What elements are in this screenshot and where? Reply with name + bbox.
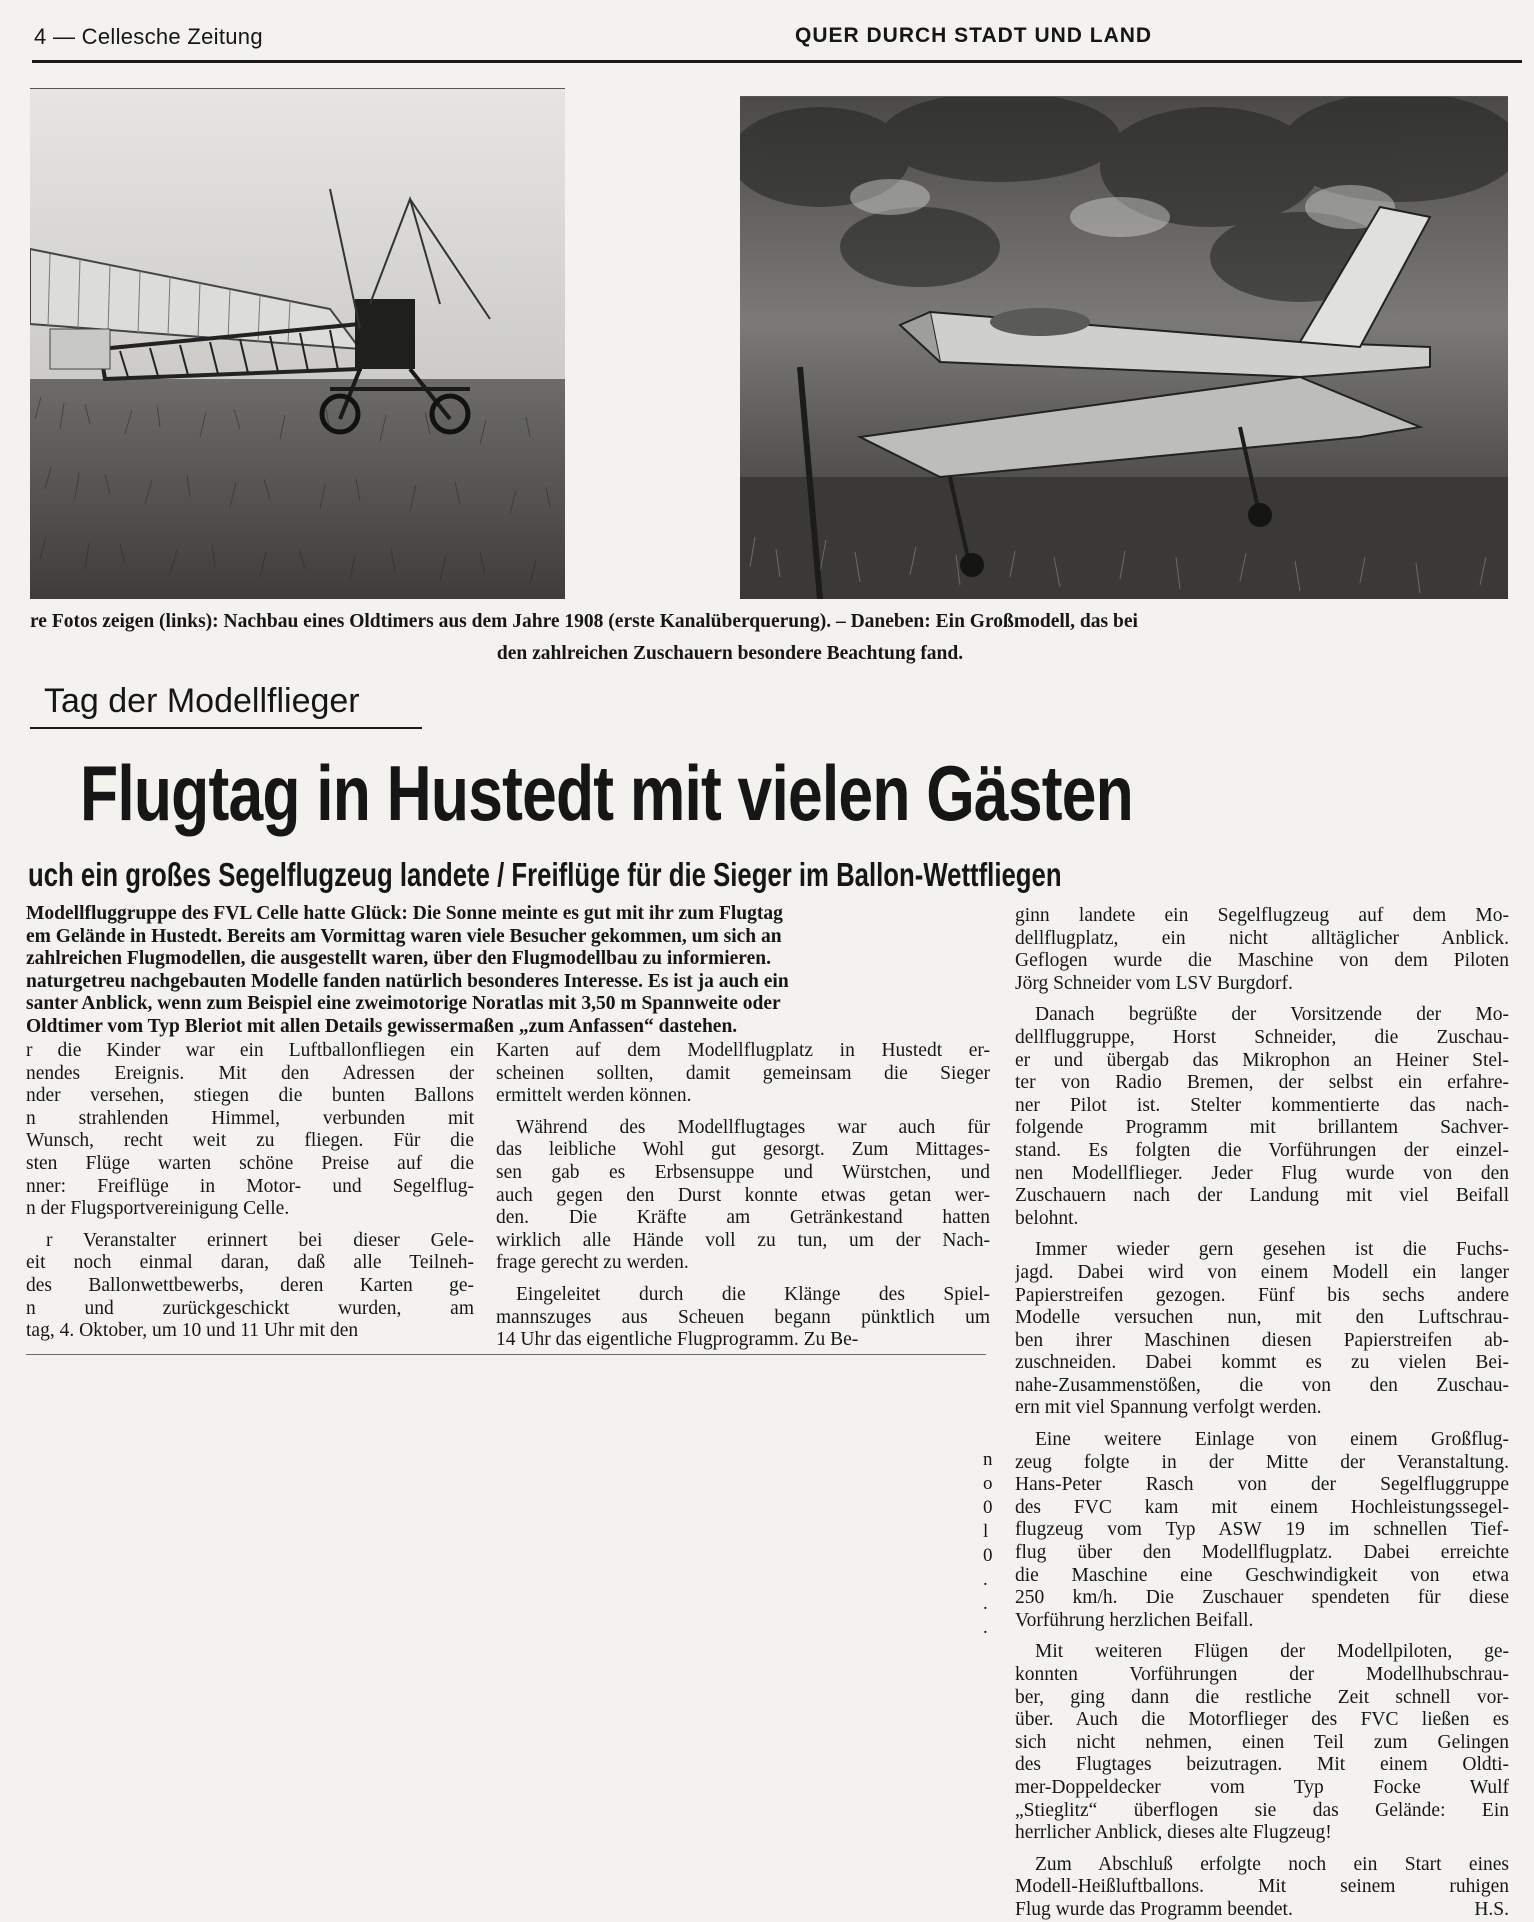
text-line: des Ballonwettbewerbs, deren Karten ge-	[26, 1274, 474, 1296]
margin-mark: o	[983, 1473, 993, 1494]
paragraph	[26, 1040, 474, 1221]
text-line: folgende Programm mit brillantem Sachver-	[1015, 1117, 1509, 1139]
text-line: des FVC kam mit einem Hochleistungssegel-	[1015, 1496, 1509, 1518]
text-line: 14 Uhr das eigentliche Flugprogramm. Zu Be-	[496, 1329, 859, 1351]
text-line: Immer wieder gern gesehen ist die Fuchs-	[1035, 1239, 1509, 1261]
paragraph	[1015, 1641, 1509, 1844]
text-line: scheinen sollten, damit gemeinsam die Sieger	[496, 1062, 990, 1084]
closing-line	[1015, 1899, 1509, 1922]
text-line: er und übergab das Mikrophon an Heiner Stel-	[1015, 1049, 1509, 1071]
text-line: ner Pilot ist. Stelter kommentierte das nach-	[1015, 1094, 1509, 1116]
body-column-3	[1015, 905, 1509, 1922]
text-line: Modell-Heißluftballons. Mit seinem ruhigen	[1015, 1876, 1509, 1898]
text-line: Hans-Peter Rasch von der Segelfluggruppe	[1015, 1474, 1509, 1496]
paragraph	[26, 1230, 474, 1343]
text-line: ermittelt werden können.	[496, 1085, 692, 1107]
lead-line: naturgetreu nachgebauten Modelle fanden natürlich besonderes Interesse. Es ist ja auch ein	[26, 970, 789, 992]
text-line: flug über den Modellflugplatz. Dabei erreichte	[1015, 1542, 1509, 1564]
text-line: Zum Abschluß erfolgte noch ein Start eines	[1035, 1853, 1509, 1875]
text-line: Wunsch, recht weit zu fliegen. Für die	[26, 1130, 474, 1152]
paragraph	[496, 1117, 990, 1275]
text-line: ern mit viel Spannung verfolgt werden.	[1015, 1397, 1322, 1419]
margin-bleed-marks	[983, 1448, 997, 1640]
lead-line: em Gelände in Hustedt. Bereits am Vormittag waren viele Besucher gekommen, um sich an	[26, 925, 782, 947]
text-line: zuschneiden. Dabei kommt es zu vielen Bei-	[1015, 1352, 1509, 1374]
margin-mark: 0	[983, 1497, 993, 1518]
text-line: dellflugplatz, ein nicht alltäglicher Anblick.	[1015, 927, 1509, 949]
text-line: tag, 4. Oktober, um 10 und 11 Uhr mit den	[26, 1320, 359, 1342]
text-line: sich nicht nehmen, einen Teil zum Gelingen	[1015, 1731, 1509, 1753]
kicker-underline	[30, 727, 422, 729]
lead-line: Oldtimer vom Typ Bleriot mit allen Details gewissermaßen „zum Anfassen“ dastehen.	[26, 1015, 738, 1037]
text-line: Während des Modellflugtages war auch für	[516, 1116, 990, 1138]
subheadline: uch ein großes Segelflugzeug landete / Freiflüge für die Sieger im Ballon-Wettfliegen	[28, 856, 1062, 893]
margin-mark: .	[983, 1617, 988, 1638]
caption-line-1: re Fotos zeigen (links): Nachbau eines Oldtimers aus dem Jahre 1908 (erste Kanalüberquerung). – Daneben: Ein Großmodell, das bei	[30, 611, 1138, 632]
body-column-2	[496, 1040, 990, 1361]
text-line: Danach begrüßte der Vorsitzende der Mo-	[1035, 1004, 1509, 1026]
text-line: r Veranstalter erinnert bei dieser Gele-	[46, 1229, 474, 1251]
text-line: frage gerecht zu werden.	[496, 1252, 689, 1274]
body-column-1	[26, 1040, 474, 1352]
text-line: über. Auch die Motorflieger des FVC ließen es	[1015, 1709, 1509, 1731]
text-line: auch gegen den Durst konnte etwas getan wer-	[496, 1184, 990, 1206]
lead-paragraph	[26, 903, 996, 1038]
paragraph	[496, 1040, 990, 1108]
text-line: Jörg Schneider vom LSV Burgdorf.	[1015, 972, 1293, 994]
text-line: Mit weiteren Flügen der Modellpiloten, ge-	[1035, 1641, 1509, 1663]
paragraph	[496, 1284, 990, 1352]
lead-line: santer Anblick, wenn zum Beispiel eine zweimotorige Noratlas mit 3,50 m Spannweite oder	[26, 993, 781, 1014]
text-line: Karten auf dem Modellflugplatz in Hustedt er-	[496, 1040, 990, 1061]
text-line: nendes Ereignis. Mit den Adressen der	[26, 1062, 474, 1084]
text-line: Vorführung herzlichen Beifall.	[1015, 1609, 1254, 1631]
text-line: nner: Freiflüge in Motor- und Segelflug-	[26, 1175, 474, 1197]
text-line: belohnt.	[1015, 1207, 1079, 1229]
closing-sentence: Flug wurde das Programm beendet.	[1015, 1898, 1293, 1920]
text-line: konnten Vorführungen der Modellhubschrau-	[1015, 1664, 1509, 1685]
text-line: Eingeleitet durch die Klänge des Spiel-	[516, 1283, 990, 1305]
masthead-rule	[32, 60, 1522, 63]
text-line: das leibliche Wohl gut gesorgt. Zum Mittages-	[496, 1139, 990, 1161]
text-line: nder versehen, stiegen die bunten Ballons	[26, 1085, 474, 1107]
photo-oldtimer	[30, 88, 565, 599]
text-line: Modelle versuchen nun, mit den Luftschrau-	[1015, 1307, 1509, 1329]
text-line: n und zurückgeschickt wurden, am	[26, 1297, 474, 1319]
text-line: nen Modellflieger. Jeder Flug wurde von den	[1015, 1162, 1509, 1184]
margin-mark: .	[983, 1569, 988, 1590]
caption-line-2: den zahlreichen Zuschauern besondere Beachtung fand.	[496, 643, 964, 664]
text-line: 250 km/h. Die Zuschauer spendeten für diese	[1015, 1587, 1509, 1609]
text-line: nahe-Zusammenstößen, die von den Zuschau-	[1015, 1374, 1509, 1396]
text-line: eit noch einmal daran, daß alle Teilneh-	[26, 1252, 474, 1274]
author-initials: H.S.	[1474, 1898, 1509, 1920]
text-line: ter von Radio Bremen, der selbst ein erfahre-	[1015, 1072, 1509, 1094]
paragraph	[1015, 1004, 1509, 1230]
text-line: wirklich alle Hände voll zu tun, um der Nach-	[496, 1229, 990, 1251]
text-line: stand. Es folgten die Vorführungen der einzel-	[1015, 1139, 1509, 1161]
text-line: „Stieglitz“ überflogen sie das Gelände: Ein	[1015, 1799, 1509, 1821]
text-line: mannszuges aus Scheuen begann pünktlich um	[496, 1306, 990, 1328]
photo-grossmodell	[740, 96, 1508, 599]
text-line: ber, ging dann die restliche Zeit schnell vor-	[1015, 1686, 1509, 1708]
text-line: zeug folgte in der Mitte der Veranstaltung.	[1015, 1451, 1509, 1473]
text-line: dellfluggruppe, Horst Schneider, die Zuschau-	[1015, 1026, 1509, 1048]
text-line: r die Kinder war ein Luftballonfliegen ein	[26, 1040, 474, 1061]
margin-mark: l	[983, 1521, 989, 1542]
section-title: QUER DURCH STADT UND LAND	[795, 24, 1153, 47]
kicker: Tag der Modellflieger	[44, 682, 360, 720]
text-line: den. Die Kräfte am Getränkestand hatten	[496, 1207, 990, 1229]
lead-line: zahlreichen Flugmodellen, die ausgestellt waren, über den Flugmodellbau zu informieren.	[26, 948, 771, 969]
text-line: herrlicher Anblick, dieses alte Flugzeug!	[1015, 1822, 1332, 1844]
paragraph	[1015, 905, 1509, 995]
article-bottom-rule	[26, 1354, 986, 1355]
text-line: Geflogen wurde die Maschine von dem Piloten	[1015, 950, 1509, 972]
text-line: flugzeug vom Typ ASW 19 im schnellen Tief-	[1015, 1519, 1509, 1541]
photo-caption	[30, 606, 1510, 670]
text-line: jagd. Dabei wird von einem Modell ein langer	[1015, 1261, 1509, 1283]
column-3-paragraphs	[1015, 905, 1509, 1899]
text-line: sten Flüge warten schöne Preise auf die	[26, 1152, 474, 1174]
paragraph	[1015, 1239, 1509, 1420]
text-line: sen gab es Erbsensuppe und Würstchen, und	[496, 1161, 990, 1183]
text-line: ginn landete ein Segelflugzeug auf dem Mo-	[1015, 905, 1509, 926]
paragraph	[1015, 1429, 1509, 1632]
text-line: die Maschine eine Geschwindigkeit von etwa	[1015, 1564, 1509, 1586]
text-line: Eine weitere Einlage von einem Großflug-	[1035, 1429, 1509, 1451]
lead-line: Modellfluggruppe des FVL Celle hatte Glück: Die Sonne meinte es gut mit ihr zum Flugtag	[26, 903, 783, 924]
text-line: des Flugtages beizutragen. Mit einem Oldti-	[1015, 1754, 1509, 1776]
headline: Flugtag in Hustedt mit vielen Gästen	[80, 749, 1133, 837]
paragraph	[1015, 1854, 1509, 1899]
text-line: Papierstreifen gezogen. Fünf bis sechs andere	[1015, 1284, 1509, 1306]
margin-mark: n	[983, 1449, 993, 1470]
text-line: n der Flugsportvereinigung Celle.	[26, 1198, 290, 1220]
text-line: mer-Doppeldecker vom Typ Focke Wulf	[1015, 1776, 1509, 1798]
text-line: n strahlenden Himmel, verbunden mit	[26, 1107, 474, 1129]
margin-mark: .	[983, 1593, 988, 1614]
text-line: Zuschauern nach der Landung mit viel Beifall	[1015, 1185, 1509, 1207]
text-line: ben ihrer Maschinen diesen Papierstreifen ab-	[1015, 1329, 1509, 1351]
margin-mark: 0	[983, 1545, 993, 1566]
page-number-and-paper: 4 — Cellesche Zeitung	[34, 24, 263, 49]
